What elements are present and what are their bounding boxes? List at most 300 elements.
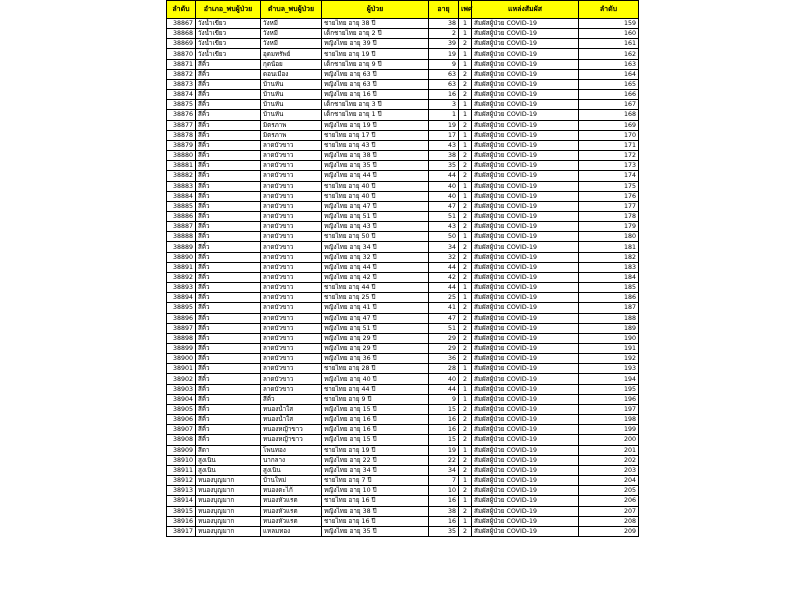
cell-age: 15	[429, 404, 459, 414]
cell-age: 16	[429, 516, 459, 526]
cell-district: สีคิ้ว	[196, 242, 261, 252]
cell-order: 174	[579, 171, 639, 181]
cell-district: สีคิ้ว	[196, 435, 261, 445]
cell-district: สีคิ้ว	[196, 364, 261, 374]
cell-order: 172	[579, 151, 639, 161]
cell-patient: ชายไทย อายุ 38 ปี	[322, 19, 429, 29]
cell-district: สีคิ้ว	[196, 59, 261, 69]
cell-contact-source: สัมผัสผู้ป่วย COVID-19	[472, 59, 579, 69]
cell-district: สีคิ้ว	[196, 425, 261, 435]
cell-district: สีคิ้ว	[196, 79, 261, 89]
cell-patient: หญิงไทย อายุ 47 ปี	[322, 201, 429, 211]
cell-sex: 2	[459, 39, 472, 49]
cell-district: สูงเนิน	[196, 455, 261, 465]
cell-subdistrict: ลาดบัวขาว	[261, 303, 322, 313]
cell-contact-source: สัมผัสผู้ป่วย COVID-19	[472, 29, 579, 39]
cell-age: 63	[429, 69, 459, 79]
cell-sex: 1	[459, 283, 472, 293]
cell-sex: 1	[459, 19, 472, 29]
cell-patient: หญิงไทย อายุ 51 ปี	[322, 211, 429, 221]
cell-contact-source: สัมผัสผู้ป่วย COVID-19	[472, 445, 579, 455]
cell-patient: ชายไทย อายุ 50 ปี	[322, 232, 429, 242]
table-row	[167, 69, 639, 79]
cell-patient: หญิงไทย อายุ 43 ปี	[322, 222, 429, 232]
cell-patient: ชายไทย อายุ 16 ปี	[322, 516, 429, 526]
cell-subdistrict: วังหมี	[261, 29, 322, 39]
cell-subdistrict: ลาดบัวขาว	[261, 171, 322, 181]
cell-patient: หญิงไทย อายุ 35 ปี	[322, 161, 429, 171]
cell-district: สีคิ้ว	[196, 69, 261, 79]
cell-case-id: 38886	[167, 211, 196, 221]
cell-sex: 2	[459, 272, 472, 282]
cell-case-id: 38911	[167, 465, 196, 475]
cell-age: 44	[429, 384, 459, 394]
cell-case-id: 38870	[167, 49, 196, 59]
cell-case-id: 38899	[167, 344, 196, 354]
cell-contact-source: สัมผัสผู้ป่วย COVID-19	[472, 354, 579, 364]
cell-contact-source: สัมผัสผู้ป่วย COVID-19	[472, 242, 579, 252]
cell-patient: หญิงไทย อายุ 38 ปี	[322, 506, 429, 516]
cell-case-id: 38913	[167, 486, 196, 496]
cell-patient: หญิงไทย อายุ 63 ปี	[322, 69, 429, 79]
cell-case-id: 38878	[167, 130, 196, 140]
cell-case-id: 38892	[167, 272, 196, 282]
cell-age: 44	[429, 171, 459, 181]
table-row	[167, 79, 639, 89]
cell-patient: หญิงไทย อายุ 16 ปี	[322, 90, 429, 100]
cell-district: สีคิ้ว	[196, 333, 261, 343]
cell-sex: 1	[459, 516, 472, 526]
cell-age: 19	[429, 49, 459, 59]
cell-district: สีคิ้ว	[196, 394, 261, 404]
cell-age: 43	[429, 140, 459, 150]
table-row	[167, 425, 639, 435]
cell-contact-source: สัมผัสผู้ป่วย COVID-19	[472, 90, 579, 100]
cell-case-id: 38890	[167, 252, 196, 262]
cell-district: สีคิ้ว	[196, 384, 261, 394]
cell-sex: 2	[459, 90, 472, 100]
cell-age: 35	[429, 161, 459, 171]
table-row	[167, 100, 639, 110]
cell-case-id: 38877	[167, 120, 196, 130]
cell-district: สีคิ้ว	[196, 272, 261, 282]
cell-case-id: 38889	[167, 242, 196, 252]
table-row	[167, 49, 639, 59]
cell-age: 17	[429, 130, 459, 140]
cell-order: 192	[579, 354, 639, 364]
header-contact-source: แหล่งสัมผัส	[472, 1, 579, 19]
cell-case-id: 38910	[167, 455, 196, 465]
cell-contact-source: สัมผัสผู้ป่วย COVID-19	[472, 191, 579, 201]
cell-order: 169	[579, 120, 639, 130]
cell-order: 206	[579, 496, 639, 506]
cell-contact-source: สัมผัสผู้ป่วย COVID-19	[472, 272, 579, 282]
cell-subdistrict: ลาดบัวขาว	[261, 272, 322, 282]
spreadsheet	[166, 0, 638, 537]
table-row	[167, 59, 639, 69]
table-row	[167, 435, 639, 445]
cell-contact-source: สัมผัสผู้ป่วย COVID-19	[472, 313, 579, 323]
cell-age: 44	[429, 262, 459, 272]
cell-patient: หญิงไทย อายุ 63 ปี	[322, 79, 429, 89]
cell-case-id: 38900	[167, 354, 196, 364]
cell-case-id: 38882	[167, 171, 196, 181]
table-row	[167, 252, 639, 262]
table-row	[167, 130, 639, 140]
cell-contact-source: สัมผัสผู้ป่วย COVID-19	[472, 394, 579, 404]
cell-contact-source: สัมผัสผู้ป่วย COVID-19	[472, 140, 579, 150]
cell-contact-source: สัมผัสผู้ป่วย COVID-19	[472, 262, 579, 272]
cell-subdistrict: ลาดบัวขาว	[261, 344, 322, 354]
cell-case-id: 38906	[167, 415, 196, 425]
table-row	[167, 516, 639, 526]
cell-district: วังน้ำเขียว	[196, 39, 261, 49]
cell-patient: หญิงไทย อายุ 29 ปี	[322, 344, 429, 354]
cell-district: สีคิ้ว	[196, 90, 261, 100]
cell-contact-source: สัมผัสผู้ป่วย COVID-19	[472, 465, 579, 475]
cell-order: 194	[579, 374, 639, 384]
cell-district: สีคิ้ว	[196, 415, 261, 425]
table-row	[167, 39, 639, 49]
cell-patient: หญิงไทย อายุ 16 ปี	[322, 425, 429, 435]
cell-order: 180	[579, 232, 639, 242]
cell-sex: 1	[459, 476, 472, 486]
table-row	[167, 262, 639, 272]
cell-contact-source: สัมผัสผู้ป่วย COVID-19	[472, 293, 579, 303]
cell-district: สีคิ้ว	[196, 120, 261, 130]
cell-order: 182	[579, 252, 639, 262]
cell-case-id: 38898	[167, 333, 196, 343]
cell-patient: หญิงไทย อายุ 36 ปี	[322, 354, 429, 364]
cell-subdistrict: ลาดบัวขาว	[261, 262, 322, 272]
cell-sex: 2	[459, 242, 472, 252]
cell-sex: 1	[459, 140, 472, 150]
cell-age: 16	[429, 425, 459, 435]
cell-case-id: 38876	[167, 110, 196, 120]
cell-patient: หญิงไทย อายุ 19 ปี	[322, 120, 429, 130]
cell-subdistrict: ลาดบัวขาว	[261, 252, 322, 262]
table-row	[167, 29, 639, 39]
cell-district: สีคิ้ว	[196, 151, 261, 161]
cell-patient: เด็กชายไทย อายุ 3 ปี	[322, 100, 429, 110]
cell-patient: หญิงไทย อายุ 22 ปี	[322, 455, 429, 465]
cell-age: 42	[429, 272, 459, 282]
cell-sex: 2	[459, 506, 472, 516]
cell-order: 190	[579, 333, 639, 343]
cell-patient: หญิงไทย อายุ 44 ปี	[322, 171, 429, 181]
cell-district: สีคิ้ว	[196, 252, 261, 262]
cell-age: 16	[429, 496, 459, 506]
cell-age: 35	[429, 526, 459, 536]
cell-age: 39	[429, 39, 459, 49]
cell-case-id: 38905	[167, 404, 196, 414]
cell-subdistrict: ลาดบัวขาว	[261, 384, 322, 394]
cell-contact-source: สัมผัสผู้ป่วย COVID-19	[472, 496, 579, 506]
cell-subdistrict: แหลมทอง	[261, 526, 322, 536]
cell-age: 28	[429, 364, 459, 374]
cell-district: หนองบุญมาก	[196, 506, 261, 516]
cell-age: 51	[429, 323, 459, 333]
cell-subdistrict: หนองหัวแรต	[261, 496, 322, 506]
table-row	[167, 404, 639, 414]
cell-contact-source: สัมผัสผู้ป่วย COVID-19	[472, 201, 579, 211]
cell-case-id: 38912	[167, 476, 196, 486]
cell-order: 171	[579, 140, 639, 150]
cell-sex: 1	[459, 49, 472, 59]
table-row	[167, 90, 639, 100]
cell-case-id: 38893	[167, 283, 196, 293]
cell-district: สีคิ้ว	[196, 404, 261, 414]
cell-subdistrict: ลาดบัวขาว	[261, 333, 322, 343]
cell-case-id: 38871	[167, 59, 196, 69]
cell-patient: ชายไทย อายุ 17 ปี	[322, 130, 429, 140]
cell-district: หนองบุญมาก	[196, 526, 261, 536]
cell-order: 208	[579, 516, 639, 526]
cell-sex: 2	[459, 344, 472, 354]
table-row	[167, 211, 639, 221]
cell-subdistrict: ลาดบัวขาว	[261, 364, 322, 374]
cell-subdistrict: หนองหญ้าขาว	[261, 425, 322, 435]
table-row	[167, 140, 639, 150]
table-row	[167, 506, 639, 516]
cell-subdistrict: ลาดบัวขาว	[261, 211, 322, 221]
cell-contact-source: สัมผัสผู้ป่วย COVID-19	[472, 486, 579, 496]
table-row	[167, 496, 639, 506]
cell-contact-source: สัมผัสผู้ป่วย COVID-19	[472, 19, 579, 29]
cell-age: 36	[429, 354, 459, 364]
cell-subdistrict: บ้านหัน	[261, 100, 322, 110]
cell-subdistrict: ลาดบัวขาว	[261, 323, 322, 333]
cell-order: 166	[579, 90, 639, 100]
header-subdistrict: ตำบล_พบผู้ป่วย	[261, 1, 322, 19]
cell-case-id: 38914	[167, 496, 196, 506]
cell-age: 32	[429, 252, 459, 262]
cell-order: 200	[579, 435, 639, 445]
table-row	[167, 476, 639, 486]
cell-patient: หญิงไทย อายุ 44 ปี	[322, 262, 429, 272]
cell-order: 187	[579, 303, 639, 313]
cell-age: 29	[429, 333, 459, 343]
cell-contact-source: สัมผัสผู้ป่วย COVID-19	[472, 49, 579, 59]
cell-order: 188	[579, 313, 639, 323]
cell-district: สีคิ้ว	[196, 222, 261, 232]
cell-contact-source: สัมผัสผู้ป่วย COVID-19	[472, 526, 579, 536]
table-row	[167, 333, 639, 343]
cell-case-id: 38916	[167, 516, 196, 526]
header-patient: ผู้ป่วย	[322, 1, 429, 19]
cell-sex: 1	[459, 293, 472, 303]
case-table	[166, 0, 639, 537]
cell-sex: 2	[459, 151, 472, 161]
cell-subdistrict: บ้านหัน	[261, 110, 322, 120]
cell-case-id: 38917	[167, 526, 196, 536]
cell-subdistrict: ลาดบัวขาว	[261, 151, 322, 161]
cell-age: 16	[429, 90, 459, 100]
cell-case-id: 38895	[167, 303, 196, 313]
cell-case-id: 38888	[167, 232, 196, 242]
cell-subdistrict: ลาดบัวขาว	[261, 191, 322, 201]
cell-patient: เด็กชายไทย อายุ 1 ปี	[322, 110, 429, 120]
cell-district: สีคิ้ว	[196, 181, 261, 191]
cell-subdistrict: โพนทอง	[261, 445, 322, 455]
cell-order: 209	[579, 526, 639, 536]
cell-district: สีคิ้ว	[196, 293, 261, 303]
cell-district: สีคิ้ว	[196, 283, 261, 293]
table-row	[167, 445, 639, 455]
cell-contact-source: สัมผัสผู้ป่วย COVID-19	[472, 333, 579, 343]
cell-subdistrict: ดอนเมือง	[261, 69, 322, 79]
cell-order: 176	[579, 191, 639, 201]
cell-contact-source: สัมผัสผู้ป่วย COVID-19	[472, 323, 579, 333]
cell-order: 202	[579, 455, 639, 465]
cell-case-id: 38884	[167, 191, 196, 201]
cell-subdistrict: ลาดบัวขาว	[261, 201, 322, 211]
cell-order: 199	[579, 425, 639, 435]
cell-contact-source: สัมผัสผู้ป่วย COVID-19	[472, 344, 579, 354]
cell-age: 25	[429, 293, 459, 303]
cell-age: 38	[429, 506, 459, 516]
cell-order: 178	[579, 211, 639, 221]
cell-order: 185	[579, 283, 639, 293]
cell-contact-source: สัมผัสผู้ป่วย COVID-19	[472, 476, 579, 486]
cell-case-id: 38894	[167, 293, 196, 303]
cell-case-id: 38902	[167, 374, 196, 384]
cell-contact-source: สัมผัสผู้ป่วย COVID-19	[472, 435, 579, 445]
table-row	[167, 374, 639, 384]
cell-subdistrict: หนองหญ้าขาว	[261, 435, 322, 445]
cell-contact-source: สัมผัสผู้ป่วย COVID-19	[472, 151, 579, 161]
cell-age: 9	[429, 59, 459, 69]
cell-order: 167	[579, 100, 639, 110]
cell-order: 179	[579, 222, 639, 232]
cell-sex: 2	[459, 120, 472, 130]
cell-sex: 2	[459, 333, 472, 343]
cell-age: 43	[429, 222, 459, 232]
cell-district: สีคิ้ว	[196, 323, 261, 333]
header-age: อายุ	[429, 1, 459, 19]
cell-contact-source: สัมผัสผู้ป่วย COVID-19	[472, 364, 579, 374]
cell-order: 183	[579, 262, 639, 272]
cell-sex: 1	[459, 181, 472, 191]
cell-order: 196	[579, 394, 639, 404]
cell-sex: 2	[459, 465, 472, 475]
cell-subdistrict: ลาดบัวขาว	[261, 161, 322, 171]
cell-order: 207	[579, 506, 639, 516]
cell-age: 38	[429, 151, 459, 161]
cell-subdistrict: ลาดบัวขาว	[261, 242, 322, 252]
cell-case-id: 38903	[167, 384, 196, 394]
cell-age: 41	[429, 303, 459, 313]
cell-patient: หญิงไทย อายุ 41 ปี	[322, 303, 429, 313]
cell-patient: หญิงไทย อายุ 40 ปี	[322, 374, 429, 384]
cell-age: 34	[429, 465, 459, 475]
cell-age: 29	[429, 344, 459, 354]
table-row	[167, 526, 639, 536]
cell-order: 197	[579, 404, 639, 414]
cell-order: 162	[579, 49, 639, 59]
cell-district: สีดา	[196, 445, 261, 455]
cell-subdistrict: ลาดบัวขาว	[261, 293, 322, 303]
cell-subdistrict: หนองหัวแรต	[261, 516, 322, 526]
cell-patient: ชายไทย อายุ 7 ปี	[322, 476, 429, 486]
cell-sex: 2	[459, 171, 472, 181]
cell-district: วังน้ำเขียว	[196, 29, 261, 39]
cell-case-id: 38867	[167, 19, 196, 29]
cell-case-id: 38874	[167, 90, 196, 100]
table-row	[167, 110, 639, 120]
cell-patient: หญิงไทย อายุ 16 ปี	[322, 415, 429, 425]
table-row	[167, 191, 639, 201]
cell-case-id: 38873	[167, 79, 196, 89]
cell-age: 47	[429, 201, 459, 211]
header-sex: เพศ	[459, 1, 472, 19]
table-row	[167, 151, 639, 161]
cell-sex: 2	[459, 354, 472, 364]
cell-district: สีคิ้ว	[196, 110, 261, 120]
cell-case-id: 38875	[167, 100, 196, 110]
cell-patient: ชายไทย อายุ 44 ปี	[322, 384, 429, 394]
cell-age: 44	[429, 283, 459, 293]
cell-sex: 2	[459, 404, 472, 414]
cell-subdistrict: ลาดบัวขาว	[261, 283, 322, 293]
cell-contact-source: สัมผัสผู้ป่วย COVID-19	[472, 232, 579, 242]
cell-age: 40	[429, 191, 459, 201]
cell-district: สีคิ้ว	[196, 344, 261, 354]
cell-order: 193	[579, 364, 639, 374]
cell-patient: ชายไทย อายุ 28 ปี	[322, 364, 429, 374]
cell-case-id: 38869	[167, 39, 196, 49]
cell-district: หนองบุญมาก	[196, 516, 261, 526]
cell-order: 165	[579, 79, 639, 89]
cell-order: 204	[579, 476, 639, 486]
cell-contact-source: สัมผัสผู้ป่วย COVID-19	[472, 161, 579, 171]
cell-order: 168	[579, 110, 639, 120]
cell-subdistrict: ลาดบัวขาว	[261, 232, 322, 242]
table-row	[167, 272, 639, 282]
cell-district: สีคิ้ว	[196, 140, 261, 150]
cell-patient: ชายไทย อายุ 44 ปี	[322, 283, 429, 293]
cell-district: สีคิ้ว	[196, 130, 261, 140]
table-row	[167, 201, 639, 211]
cell-contact-source: สัมผัสผู้ป่วย COVID-19	[472, 171, 579, 181]
cell-patient: หญิงไทย อายุ 29 ปี	[322, 333, 429, 343]
cell-district: สีคิ้ว	[196, 201, 261, 211]
cell-patient: ชายไทย อายุ 25 ปี	[322, 293, 429, 303]
cell-case-id: 38896	[167, 313, 196, 323]
cell-contact-source: สัมผัสผู้ป่วย COVID-19	[472, 69, 579, 79]
cell-subdistrict: บ้านหัน	[261, 90, 322, 100]
cell-subdistrict: หนองตะไก้	[261, 486, 322, 496]
cell-sex: 2	[459, 313, 472, 323]
cell-age: 16	[429, 415, 459, 425]
cell-sex: 1	[459, 110, 472, 120]
cell-contact-source: สัมผัสผู้ป่วย COVID-19	[472, 374, 579, 384]
table-row	[167, 181, 639, 191]
cell-district: สีคิ้ว	[196, 313, 261, 323]
cell-subdistrict: ลาดบัวขาว	[261, 140, 322, 150]
cell-district: สีคิ้ว	[196, 191, 261, 201]
cell-case-id: 38909	[167, 445, 196, 455]
cell-subdistrict: หนองน้ำใส	[261, 415, 322, 425]
cell-age: 40	[429, 374, 459, 384]
cell-order: 161	[579, 39, 639, 49]
cell-patient: หญิงไทย อายุ 35 ปี	[322, 526, 429, 536]
cell-case-id: 38897	[167, 323, 196, 333]
cell-order: 175	[579, 181, 639, 191]
table-row	[167, 171, 639, 181]
cell-sex: 2	[459, 435, 472, 445]
cell-district: สีคิ้ว	[196, 100, 261, 110]
